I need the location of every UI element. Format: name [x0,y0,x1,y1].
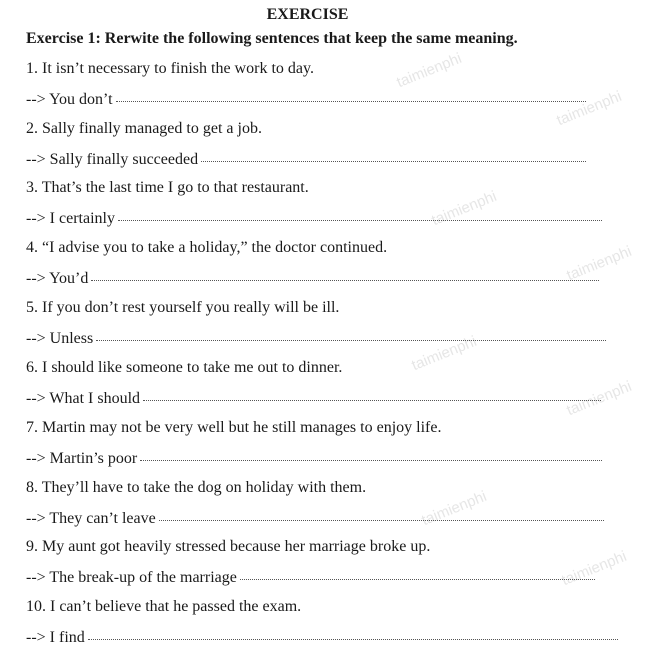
question-sentence [26,537,430,557]
question-sentence [26,59,314,79]
question-text: 1. It isn’t necessary to finish the work to day. [26,60,314,77]
question-text: 6. I should like someone to take me out to dinner. [26,359,343,376]
question-text: 5. If you don’t rest yourself you really will be ill. [26,299,340,316]
watermark: taimienphi [559,547,630,590]
answer-prompt: --> Martin’s poor [26,450,138,467]
question-sentence [26,178,309,198]
answer-line [26,567,595,588]
answer-blank[interactable] [88,625,618,640]
page-title: EXERCISE [266,6,349,23]
watermark: taimienphi [394,49,465,92]
question-sentence [26,119,262,139]
watermark: taimienphi [419,487,490,530]
question-text: 10. I can’t believe that he passed the exam. [26,598,302,615]
watermark: taimienphi [564,242,635,285]
answer-prompt: --> You don’t [26,91,113,108]
question-text: 9. My aunt got heavily stressed because her marriage broke up. [26,538,431,555]
answer-prompt: --> Sally finally succeeded [26,151,199,168]
answer-blank[interactable] [140,446,602,461]
answer-blank[interactable] [143,386,601,401]
watermark: taimienphi [564,377,635,420]
answer-line [26,448,602,469]
answer-line [26,508,604,529]
question-sentence [26,418,441,438]
answer-prompt: --> Unless [26,330,94,347]
answer-line [26,89,586,110]
answer-line [26,328,606,349]
answer-blank[interactable] [118,206,602,221]
answer-line [26,208,602,229]
answer-blank[interactable] [91,266,599,281]
question-text: 3. That’s the last time I go to that restaurant. [26,179,309,196]
watermark: taimienphi [554,87,625,130]
question-sentence [26,238,387,258]
answer-blank[interactable] [159,506,604,521]
answer-prompt: --> I certainly [26,210,115,227]
answer-prompt: --> What I should [26,390,141,407]
question-sentence [26,597,301,617]
answer-blank[interactable] [116,87,586,102]
question-text: 4. “I advise you to take a holiday,” the doctor continued. [26,239,388,256]
answer-blank[interactable] [201,147,586,162]
watermark: taimienphi [429,187,500,230]
question-text: 2. Sally finally managed to get a job. [26,120,262,137]
answer-line [26,149,586,170]
answer-line [26,268,599,289]
answer-prompt: --> You’d [26,270,89,287]
exercise-heading: Exercise 1: Rerwite the following sentences that keep the same meaning. [26,30,518,47]
question-sentence [26,298,339,318]
answer-prompt: --> I find [26,629,85,646]
question-text: 8. They’ll have to take the dog on holiday with them. [26,479,367,496]
watermark: taimienphi [409,332,480,375]
question-text: 7. Martin may not be very well but he still manages to enjoy life. [26,419,442,436]
answer-blank[interactable] [96,326,606,341]
answer-line [26,627,618,648]
question-sentence [26,478,366,498]
question-sentence [26,358,342,378]
answer-line [26,388,601,409]
answer-blank[interactable] [240,565,595,580]
answer-prompt: --> The break-up of the marriage [26,569,237,586]
answer-prompt: --> They can’t leave [26,510,156,527]
